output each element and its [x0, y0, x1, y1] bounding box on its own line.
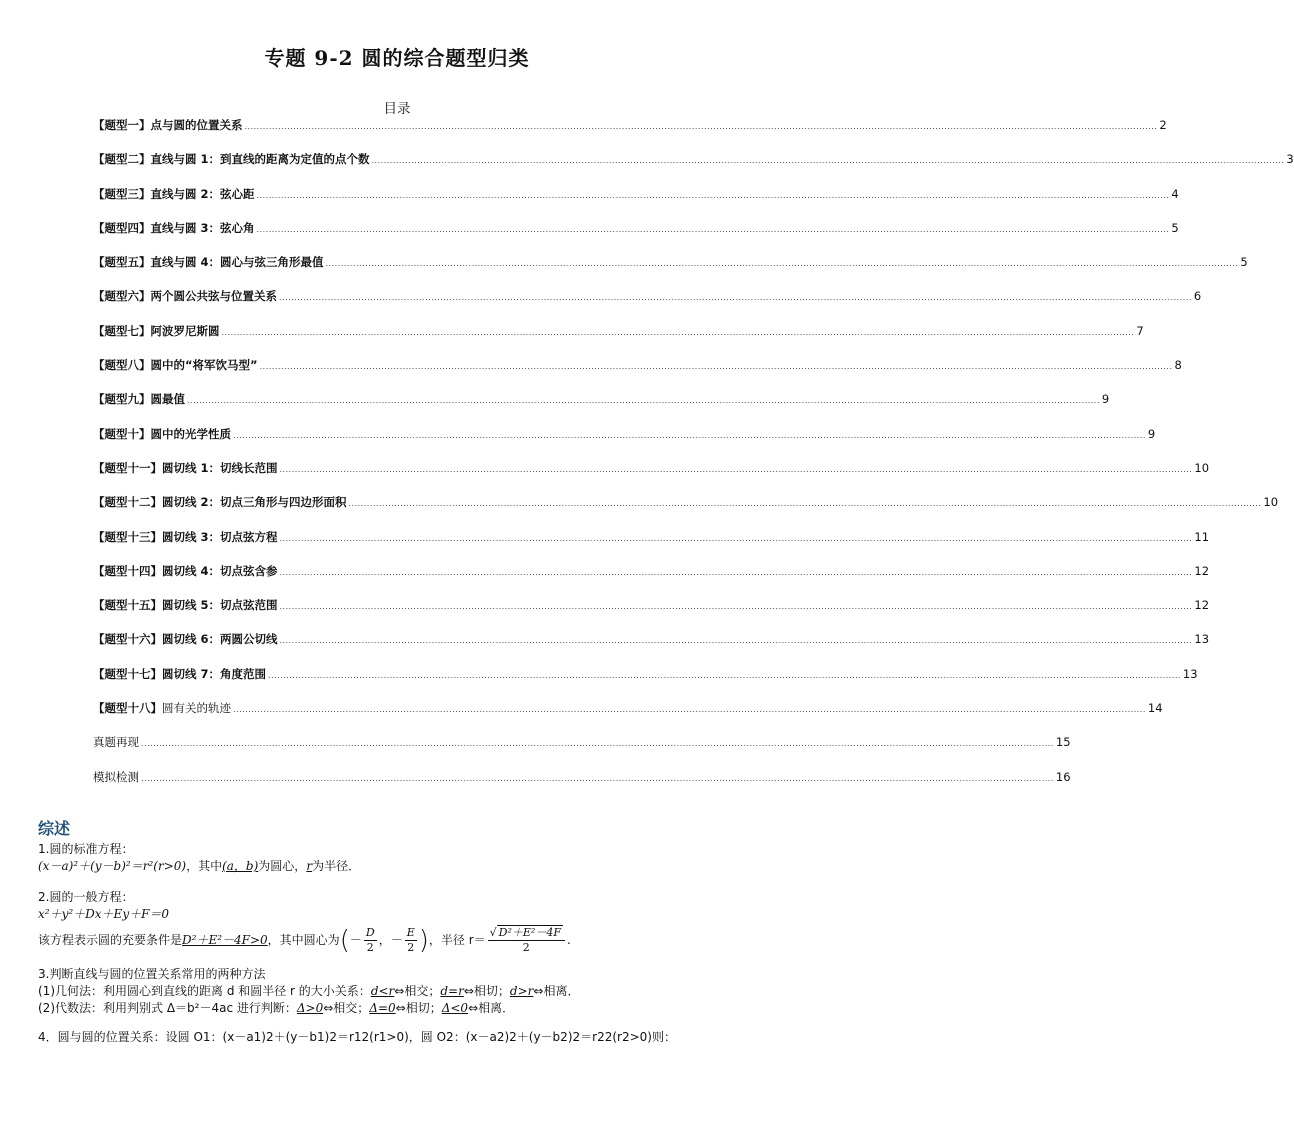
toc-item-text: 圆切线 6：两圆公切线	[162, 632, 278, 647]
toc-item-label	[93, 732, 139, 752]
toc-item-tag: 【题型一】	[93, 118, 151, 132]
toc-item[interactable]	[93, 732, 1071, 766]
toc-leader-dots: ............................................................................................................................................................................................................................................................................................................	[279, 533, 1193, 543]
summary-section	[38, 816, 758, 1046]
toc-item-label	[93, 698, 231, 718]
toc-item-tag: 【题型十二】	[93, 495, 162, 510]
toc-page-number: 9	[1147, 426, 1156, 441]
s3-line1: (1)几何法：利用圆心到直线的距离 d 和圆半径 r 的大小关系：d<r⇔相交；d=r⇔相切；d>r⇔相离．	[38, 983, 580, 998]
toc-leader-dots: ............................................................................................................................................................................................................................................................................................................	[279, 567, 1193, 577]
toc-page-number: 13	[1182, 666, 1198, 681]
toc-item-text: 直线与圆 3：弦心角	[150, 220, 255, 235]
toc-leader-dots: ............................................................................................................................................................................................................................................................................................................	[279, 293, 1192, 303]
toc-item-label	[93, 184, 255, 204]
toc-item-tag: 【题型十八】	[93, 701, 162, 716]
s1-center: (a，b)	[222, 859, 259, 873]
toc-item[interactable]	[93, 698, 1163, 732]
toc-item-label	[93, 424, 231, 444]
toc-leader-dots: ............................................................................................................................................................................................................................................................................................................	[233, 430, 1146, 440]
toc-leader-dots: ............................................................................................................................................................................................................................................................................................................	[221, 327, 1135, 337]
toc-item-text: 两个圆公共弦与位置关系	[150, 289, 277, 304]
toc-item-text: 直线与圆 2：弦心距	[150, 186, 255, 201]
toc-leader-dots: ............................................................................................................................................................................................................................................................................................................	[256, 190, 1170, 200]
toc-item-tag: 【题型四】	[93, 220, 151, 235]
toc-item[interactable]	[93, 561, 1210, 595]
toc-item-label	[93, 321, 220, 341]
toc-leader-dots: ............................................................................................................................................................................................................................................................................................................	[348, 499, 1262, 509]
toc-item[interactable]	[93, 252, 1248, 286]
toc-item-tag: 【题型七】	[93, 323, 151, 338]
toc-page-number: 10	[1194, 460, 1210, 475]
table-of-contents	[93, 115, 1294, 801]
toc-item[interactable]	[93, 664, 1198, 698]
toc-page-number: 6	[1193, 289, 1202, 304]
toc-item-tag: 【题型六】	[93, 289, 151, 304]
toc-item-tag: 【题型五】	[93, 255, 151, 270]
s3-title: 3.判断直线与圆的位置关系常用的两种方法	[38, 966, 266, 981]
s2-condition-line: 该方程表示圆的充要条件是D²＋E²－4F>0，其中圆心为(－ $\frac{D}{2}$ ，－ $\frac{E}{2}$ )，半径 r＝ $\frac{\text{√ D²＋E²－4F}}{2}$ .	[38, 925, 571, 956]
s1-end: 为半径．	[312, 859, 361, 873]
toc-item-text: 圆切线 4：切点弦含参	[162, 563, 278, 578]
toc-item-text: 模拟检测	[93, 769, 139, 784]
toc-item[interactable]	[93, 424, 1156, 458]
toc-leader-dots: ............................................................................................................................................................................................................................................................................................................	[187, 396, 1100, 406]
s2-equation: x²＋y²＋Dx＋Ey＋F＝0	[38, 907, 170, 921]
toc-item-label	[93, 149, 370, 169]
document-title: 专题 9-2 圆的综合题型归类	[264, 46, 530, 70]
toc-page-number: 8	[1174, 358, 1182, 373]
toc-leader-dots: ............................................................................................................................................................................................................................................................................................................	[141, 773, 1054, 783]
toc-item-label	[93, 218, 255, 238]
toc-item-tag: 【题型十四】	[93, 563, 162, 578]
toc-item[interactable]	[93, 389, 1110, 423]
toc-item[interactable]	[93, 629, 1210, 663]
toc-item-tag: 【题型十一】	[93, 460, 162, 475]
toc-item[interactable]	[93, 286, 1202, 320]
toc-item-label	[93, 561, 278, 581]
toc-item-tag: 【题型十】	[93, 426, 151, 441]
toc-item-label	[93, 492, 347, 512]
s2-pre: 该方程表示圆的充要条件是	[38, 933, 183, 947]
radius-fraction: $\frac{\text{√ D²＋E²－4F}}{2}$	[488, 926, 565, 955]
toc-item-label	[93, 389, 185, 409]
toc-item-label	[93, 595, 278, 615]
toc-page-number: 2	[1159, 118, 1167, 132]
toc-item-text: 圆切线 5：切点弦范围	[162, 598, 278, 613]
toc-leader-dots: ............................................................................................................................................................................................................................................................................................................	[268, 670, 1181, 680]
toc-item-label	[93, 355, 258, 375]
s2-condition: D²＋E²－4F>0	[182, 933, 268, 947]
toc-item[interactable]	[93, 115, 1167, 149]
toc-item-label	[93, 458, 278, 478]
toc-page-number: 16	[1055, 769, 1071, 784]
toc-page-number: 14	[1147, 701, 1163, 716]
s1-radius: r	[306, 859, 313, 873]
toc-page-number: 10	[1263, 495, 1279, 510]
toc-item-tag: 【题型二】	[93, 152, 151, 167]
toc-item-label	[93, 767, 139, 787]
toc-page-number: 5	[1240, 255, 1248, 270]
toc-item[interactable]	[93, 218, 1179, 252]
fraction-d: $\frac{D}{2}$	[365, 926, 375, 954]
toc-item-text: 圆切线 7：角度范围	[162, 666, 267, 681]
s2-mid: ，其中圆心为	[267, 933, 340, 947]
toc-item[interactable]	[93, 321, 1144, 355]
toc-item[interactable]	[93, 492, 1279, 526]
toc-item[interactable]	[93, 767, 1071, 801]
toc-item[interactable]	[93, 458, 1210, 492]
toc-leader-dots: ............................................................................................................................................................................................................................................................................................................	[233, 705, 1146, 715]
toc-page-number: 12	[1194, 598, 1210, 613]
toc-leader-dots: ............................................................................................................................................................................................................................................................................................................	[325, 259, 1239, 269]
toc-item-tag: 【题型十六】	[93, 632, 162, 647]
toc-item[interactable]	[93, 184, 1179, 218]
toc-item-text: 圆有关的轨迹	[162, 701, 231, 716]
toc-item-tag: 【题型十五】	[93, 598, 162, 613]
toc-page-number: 5	[1171, 220, 1179, 235]
summary-heading: 综述	[38, 819, 71, 838]
toc-item-text: 圆最值	[150, 392, 185, 407]
s1-equation: (x－a)²＋(y－b)²＝r²(r>0)	[38, 859, 187, 873]
toc-item-label	[93, 527, 278, 547]
toc-item-tag: 【题型十七】	[93, 666, 162, 681]
toc-item-tag: 【题型三】	[93, 186, 151, 201]
toc-leader-dots: ............................................................................................................................................................................................................................................................................................................	[259, 362, 1173, 372]
toc-page-number: 7	[1136, 323, 1144, 338]
s1-text2: 为圆心，	[258, 859, 307, 873]
toc-leader-dots: ............................................................................................................................................................................................................................................................................................................	[371, 156, 1285, 166]
toc-item[interactable]	[93, 355, 1182, 389]
toc-heading: 目录	[383, 101, 411, 117]
s2-title: 2.圆的一般方程：	[38, 890, 134, 904]
toc-item-label	[93, 286, 277, 306]
toc-page-number: 9	[1101, 392, 1110, 407]
s3-line2: (2)代数法：利用判别式 Δ＝b²－4ac 进行判断：Δ>0⇔相交；Δ=0⇔相切；Δ<0⇔相离．	[38, 1000, 515, 1015]
toc-item-text: 圆中的光学性质	[150, 426, 231, 441]
toc-page-number: 4	[1171, 186, 1179, 201]
toc-page-number: 15	[1055, 735, 1071, 750]
toc-item[interactable]	[93, 595, 1210, 629]
s2-radius-pre: ，半径 r＝	[428, 933, 486, 947]
toc-item-label	[93, 664, 266, 684]
toc-leader-dots: ............................................................................................................................................................................................................................................................................................................	[279, 636, 1193, 646]
toc-leader-dots: ............................................................................................................................................................................................................................................................................................................	[141, 739, 1054, 749]
fraction-e: $\frac{E}{2}$	[406, 926, 415, 954]
toc-item-tag: 【题型八】	[93, 358, 151, 373]
toc-item-tag: 【题型十三】	[93, 529, 162, 544]
toc-item-text: 点与圆的位置关系	[150, 118, 243, 132]
toc-item-text: 圆切线 3：切点弦方程	[162, 529, 278, 544]
toc-item-label	[93, 252, 324, 272]
toc-page-number: 11	[1194, 529, 1210, 544]
toc-leader-dots: ............................................................................................................................................................................................................................................................................................................	[244, 122, 1158, 131]
toc-item-text: 阿波罗尼斯圆	[150, 323, 220, 338]
toc-item-text: 直线与圆 4：圆心与弦三角形最值	[150, 255, 324, 270]
toc-leader-dots: ............................................................................................................................................................................................................................................................................................................	[279, 602, 1193, 612]
toc-leader-dots: ............................................................................................................................................................................................................................................................................................................	[279, 464, 1193, 474]
toc-leader-dots: ............................................................................................................................................................................................................................................................................................................	[256, 224, 1170, 234]
toc-item-text: 圆切线 2：切点三角形与四边形面积	[162, 495, 347, 510]
s4-line: 4．圆与圆的位置关系：设圆 O1：(x－a1)2＋(y－b1)2＝r12(r1>0)，圆 O2：(x－a2)2＋(y－b2)2＝r22(r2>0)则：	[38, 1029, 676, 1044]
toc-item-text: 直线与圆 1：到直线的距离为定值的点个数	[150, 152, 370, 167]
s1-equation-line	[38, 858, 758, 875]
toc-item-text: 圆切线 1：切线长范围	[162, 460, 278, 475]
toc-item-tag: 【题型九】	[93, 392, 151, 407]
toc-item-text: 真题再现	[93, 735, 139, 750]
toc-item[interactable]	[93, 527, 1210, 561]
toc-item-label	[93, 629, 278, 649]
toc-item-label	[93, 115, 243, 135]
toc-page-number: 3	[1286, 152, 1294, 167]
toc-page-number: 13	[1194, 632, 1210, 647]
toc-item-text: 圆中的“将军饮马型”	[150, 358, 258, 373]
s1-text: ，其中	[186, 859, 223, 873]
s1-title: 1.圆的标准方程：	[38, 842, 134, 856]
toc-page-number: 12	[1194, 563, 1210, 578]
toc-item[interactable]	[93, 149, 1294, 183]
